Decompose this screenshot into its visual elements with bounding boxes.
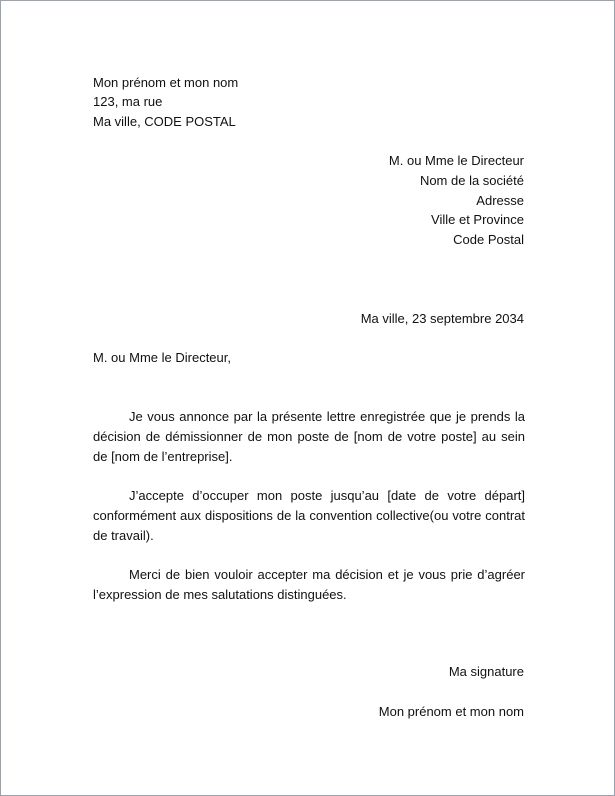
- closing-name: Mon prénom et mon nom: [378, 704, 524, 719]
- recipient-company: Nom de la société: [419, 173, 524, 188]
- sender-city: Ma ville, CODE POSTAL: [93, 114, 236, 129]
- recipient-postal-code: Code Postal: [453, 232, 524, 247]
- date-line: Ma ville, 23 septembre 2034: [360, 311, 524, 326]
- body-paragraph-3: Merci de bien vouloir accepter ma décision et je vous prie d’agréer l’expression de mes salutations distinguées.: [93, 567, 525, 602]
- recipient-city-province: Ville et Province: [431, 212, 524, 227]
- recipient-address: Adresse: [476, 193, 524, 208]
- sender-name: Mon prénom et mon nom: [93, 75, 239, 90]
- salutation: M. ou Mme le Directeur,: [93, 350, 231, 365]
- signature-line: Ma signature: [448, 664, 524, 679]
- body-paragraph-1: Je vous annonce par la présente lettre enregistrée que je prends la décision de démissionner de mon poste de [nom de votre poste] au sein de [nom de l’entreprise].: [93, 409, 525, 464]
- body-paragraph-2: J’accepte d’occuper mon poste jusqu’au [date de votre départ] conformément aux dispositions de la convention collective(ou votre contrat de travail).: [93, 488, 525, 543]
- sender-street: 123, ma rue: [93, 94, 163, 109]
- recipient-title: M. ou Mme le Directeur: [388, 153, 524, 168]
